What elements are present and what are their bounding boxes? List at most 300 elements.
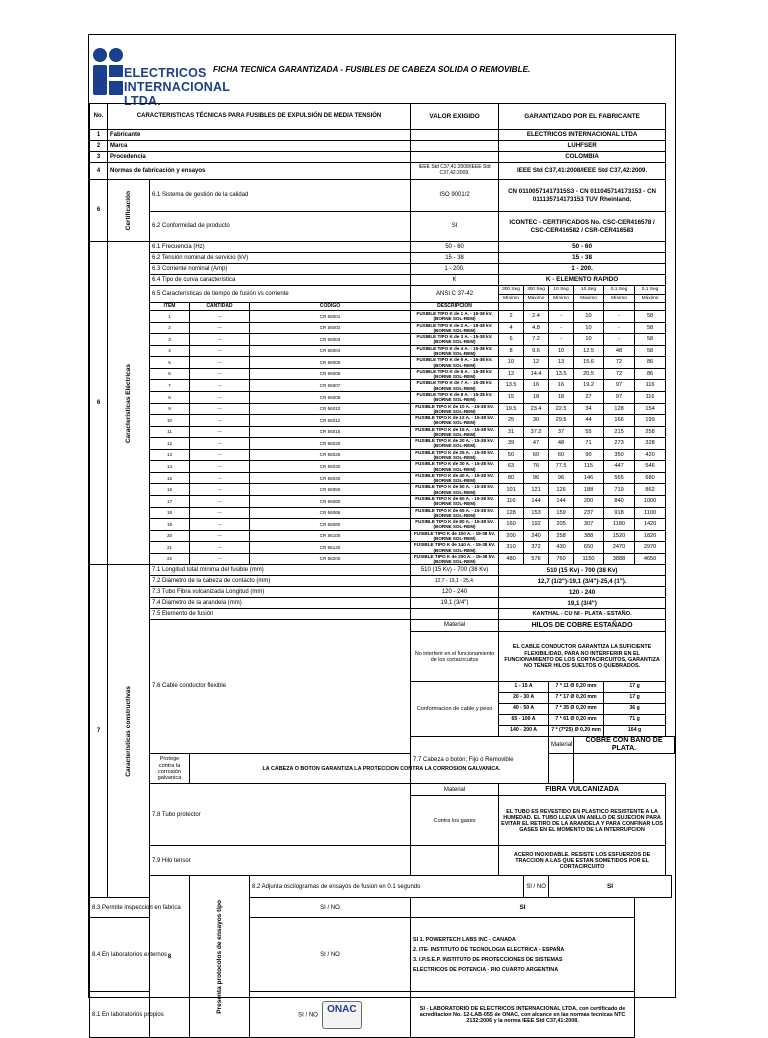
- required-value: IEEE Std C37,41:2008/IEEE Std C37,42:2009.: [411, 163, 499, 180]
- row-number: 1: [90, 130, 108, 141]
- fuse-cell: 5: [150, 357, 190, 369]
- fuse-cell: ---: [190, 461, 250, 473]
- cable-strands: 7 * 17 Ø 0,20 mm: [549, 693, 604, 704]
- curve-label: 6.5 Características de tiempo de fusión vs corriente: [150, 286, 411, 303]
- material-value: FIBRA VULCANIZADA: [499, 784, 666, 796]
- guaranteed-value: CN 01100571417315S3 - CN 011045714173153 - CN 011135714173153 TUV Rheinland.: [499, 180, 666, 212]
- fuse-row: [90, 542, 675, 554]
- required-value: 19,1 (3/4"): [411, 598, 499, 609]
- fuse-cell: 480: [499, 553, 524, 565]
- row-number: 3: [90, 152, 108, 163]
- fuse-cell: 310: [499, 542, 524, 554]
- curve-limit-header: Mínimo: [549, 295, 574, 303]
- fuse-cell: 126: [549, 484, 574, 496]
- empty-cell: [549, 303, 574, 311]
- code-header: CODIGO: [250, 303, 411, 311]
- section-number: 7: [90, 565, 108, 898]
- row-label: 7.2 Diámetro de la cabeza de contacto (mm): [150, 576, 411, 587]
- fuse-row: [90, 322, 675, 334]
- electrical-row: [90, 264, 675, 275]
- fuse-cell: 4650: [635, 553, 666, 565]
- fuse-cell: 1150: [574, 553, 604, 565]
- fuse-cell: 576: [524, 553, 549, 565]
- fuse-cell: ---: [190, 507, 250, 519]
- cable-range: 40 - 50 A: [499, 704, 549, 715]
- onac-seal-icon: [322, 1001, 362, 1029]
- fuse-cell: CR 56050: [250, 484, 411, 496]
- guaranteed-value: SI: [411, 898, 635, 918]
- fuse-cell: 2470: [604, 542, 635, 554]
- fuse-cell: 27: [574, 391, 604, 403]
- wire-guarantee: ACERO INOXIDABLE. RESISTE LOS ESFUERZOS DE TRACCION A LAS QUE ESTAN SOMETIDOS POR EL CORTACIRCUITO: [499, 846, 666, 876]
- fuse-cell: 159: [549, 507, 574, 519]
- row-label: 6.1 Frecuencia (Hz): [150, 242, 411, 253]
- fuse-cell: 14: [150, 461, 190, 473]
- guaranteed-value: K - ELEMENTO RAPIDO: [499, 275, 666, 286]
- cable-strands: 7 * 11 Ø 0,20 mm: [549, 682, 604, 693]
- required-value: ISO 9001/2: [411, 180, 499, 212]
- required-value: [411, 130, 499, 141]
- guaranteed-value: SI: [549, 876, 672, 898]
- fuse-cell: -: [549, 334, 574, 346]
- fuse-cell: 13: [150, 449, 190, 461]
- fuse-cell: 15: [150, 472, 190, 484]
- material-value: COBRE CON BAÑO DE PLATA.: [574, 737, 675, 754]
- fuse-cell: 7: [150, 380, 190, 392]
- fuse-cell: CR 56001: [250, 311, 411, 323]
- fuse-cell: CR 56100: [250, 530, 411, 542]
- fuse-cell: -: [549, 322, 574, 334]
- fuse-cell: ---: [190, 426, 250, 438]
- fuse-description: FUSIBLE TIPO K de 65 A. - 15-38 kV. (BORNE SOL-REM): [411, 507, 499, 519]
- fuse-cell: 258: [635, 426, 666, 438]
- constructive-row: [90, 598, 675, 609]
- required-value: SI / NO: [524, 876, 549, 898]
- external-labs-row: [90, 918, 675, 992]
- fuse-cell: 760: [549, 553, 574, 565]
- cable-strands: 7 * 61 Ø 0,20 mm: [549, 715, 604, 726]
- fuse-cell: -: [604, 322, 635, 334]
- lab-line: SI 1. POWERTECH LABS INC - CANADA: [413, 936, 516, 943]
- fuse-row: [90, 553, 675, 565]
- fuse-cell: 192: [524, 519, 549, 531]
- fuse-cell: 2970: [635, 542, 666, 554]
- fuse-cell: 20: [150, 530, 190, 542]
- fuse-cell: 8: [499, 345, 524, 357]
- fuse-row: [90, 403, 675, 415]
- fuse-cell: 200: [574, 496, 604, 508]
- cable-weight: 17 g: [604, 693, 666, 704]
- fuse-cell: ---: [190, 345, 250, 357]
- test-row: [90, 898, 675, 918]
- tube-material-row: [90, 784, 675, 796]
- cable-range: 140 - 200 A: [499, 726, 549, 737]
- fuse-cell: ---: [190, 530, 250, 542]
- fuse-cell: 128: [499, 507, 524, 519]
- spec-table-body: [90, 104, 675, 1038]
- guaranteed-value: 12,7 (1/2")-19,1 (3/4")-25,4 (1").: [499, 576, 666, 587]
- lab-line: ELECTRICOS DE POTENCIA - RIO CUARTO ARGENTINA: [413, 967, 559, 974]
- certification-row: [90, 212, 675, 242]
- fuse-cell: 116: [499, 496, 524, 508]
- fuse-cell: 650: [574, 542, 604, 554]
- certification-row: [90, 180, 675, 212]
- fuse-cell: 58: [635, 334, 666, 346]
- fuse-cell: 96: [524, 472, 549, 484]
- fuse-row: [90, 357, 675, 369]
- fuse-cell: CR 56002: [250, 322, 411, 334]
- constructive-row: [90, 576, 675, 587]
- fuse-cell: 97: [604, 380, 635, 392]
- basic-row: [90, 152, 675, 163]
- fuse-cell: 48: [549, 438, 574, 450]
- fuse-cell: 11: [150, 426, 190, 438]
- fuse-cell: 50: [499, 449, 524, 461]
- guaranteed-value: 50 - 60: [499, 242, 666, 253]
- fuse-cell: 350: [604, 449, 635, 461]
- own-lab-required: [252, 1001, 408, 1029]
- fuse-cell: 200: [499, 530, 524, 542]
- fuse-cell: 10: [150, 415, 190, 427]
- fuse-cell: CR 56010: [250, 403, 411, 415]
- fuse-cell: CR 56080: [250, 519, 411, 531]
- fuse-cell: 1100: [635, 507, 666, 519]
- curve-time-header: 300 Seg: [524, 286, 549, 295]
- curve-limit-header: Máximo: [635, 295, 666, 303]
- curve-time-header: 0,1 Seg: [635, 286, 666, 295]
- fuse-cell: 8: [150, 391, 190, 403]
- fuse-cell: 97: [604, 391, 635, 403]
- fuse-row: [90, 507, 675, 519]
- required-value: 1 - 200.: [411, 264, 499, 275]
- fuse-cell: 199: [635, 415, 666, 427]
- test-row: [90, 876, 675, 898]
- fuse-cell: 205: [549, 519, 574, 531]
- fuse-row: [90, 472, 675, 484]
- fuse-cell: 240: [524, 530, 549, 542]
- fuse-cell: ---: [190, 542, 250, 554]
- row-label: Procedencia: [108, 152, 411, 163]
- col-feature-header: CARACTERISTICAS TÉCNICAS PARA FUSIBLES DE EXPULSIÓN DE MEDIA TENSIÓN: [108, 104, 411, 130]
- fuse-cell: 22: [150, 553, 190, 565]
- required-value: [411, 152, 499, 163]
- fuse-cell: 63: [499, 461, 524, 473]
- fuse-cell: 47: [524, 438, 549, 450]
- fuse-row: [90, 368, 675, 380]
- fuse-cell: 60: [549, 449, 574, 461]
- fuse-cell: 10: [574, 311, 604, 323]
- cable-strands: 7 * (7*25) Ø 0,20 mm: [549, 726, 604, 737]
- row-label: Marca: [108, 141, 411, 152]
- fuse-cell: 20.5: [574, 368, 604, 380]
- document-title: FICHA TECNICA GARANTIZADA - FUSIBLES DE CABEZA SOLIDA O REMOVIBLE.: [213, 65, 531, 74]
- fuse-cell: 21: [150, 542, 190, 554]
- fuse-cell: 1420: [635, 519, 666, 531]
- head-guarantee: LA CABEZA O BOTON GARANTIZA LA PROTECCION CONTRA LA CORROSION GALVANICA.: [190, 754, 574, 784]
- fuse-row: [90, 345, 675, 357]
- fuse-cell: 29.5: [549, 415, 574, 427]
- fuse-cell: ---: [190, 519, 250, 531]
- fuse-header-row: [90, 303, 675, 311]
- brand-line1: ELECTRICOS: [124, 66, 207, 80]
- onac-badge-text: ONAC: [327, 1003, 357, 1015]
- fuse-cell: 4: [150, 345, 190, 357]
- fuse-description: FUSIBLE TIPO K de 2 A. - 15-38 kV. (BORNE SOL-REM): [411, 322, 499, 334]
- fuse-cell: 72: [604, 368, 635, 380]
- head-requirement: Protege contra la corrosión galvanica: [150, 754, 190, 784]
- fuse-cell: 12: [524, 357, 549, 369]
- fuse-cell: 9: [150, 403, 190, 415]
- fuse-cell: 101: [499, 484, 524, 496]
- fuse-description: FUSIBLE TIPO K de 25 A. - 15-38 kV. (BORNE SOL-REM): [411, 449, 499, 461]
- qty-header: CANTIDAD: [190, 303, 250, 311]
- wire-row: [90, 846, 675, 876]
- required-value: 15 - 38: [411, 253, 499, 264]
- fuse-cell: CR 56020: [250, 438, 411, 450]
- row-label: 6.2 Conformidad de producto: [150, 212, 411, 242]
- cable-weight: 71 g: [604, 715, 666, 726]
- fuse-cell: 1820: [635, 530, 666, 542]
- fuse-description: FUSIBLE TIPO K de 10 A. - 15-38 kV. (BORNE SOL-REM): [411, 403, 499, 415]
- cable-range: 20 - 30 A: [499, 693, 549, 704]
- fuse-description: FUSIBLE TIPO K de 20 A. - 15-38 kV. (BORNE SOL-REM): [411, 438, 499, 450]
- fuse-cell: 680: [635, 472, 666, 484]
- fuse-cell: 1000: [635, 496, 666, 508]
- fuse-cell: 862: [635, 484, 666, 496]
- fuse-cell: 37: [549, 426, 574, 438]
- fuse-cell: 2: [150, 322, 190, 334]
- row-label: 6.4 Tipo de curva característica: [150, 275, 411, 286]
- fuse-description: FUSIBLE TIPO K de 80 A. - 15-38 kV. (BORNE SOL-REM): [411, 519, 499, 531]
- desc-header: DESCRIPCION: [411, 303, 499, 311]
- curve-limit-header: Mínimo: [604, 295, 635, 303]
- curve-row-times: [90, 286, 675, 295]
- fuse-description: FUSIBLE TIPO K de 6 A. - 15-38 kV. (BORNE SOL-REM): [411, 368, 499, 380]
- fuse-description: FUSIBLE TIPO K de 15 A. - 15-38 kV. (BORNE SOL-REM): [411, 426, 499, 438]
- fuse-cell: -: [604, 334, 635, 346]
- fuse-description: FUSIBLE TIPO K de 60 A. - 15-38 kV. (BORNE SOL-REM): [411, 496, 499, 508]
- fuse-cell: 719: [604, 484, 635, 496]
- required-value: SI / NO: [298, 1012, 318, 1019]
- empty-cell: [574, 303, 604, 311]
- fuse-cell: 10: [549, 345, 574, 357]
- fuse-cell: CR 56040: [250, 472, 411, 484]
- col-no-header: No.: [90, 104, 108, 130]
- fuse-cell: 4.8: [524, 322, 549, 334]
- fuse-cell: ---: [190, 357, 250, 369]
- section-group: [190, 876, 250, 1038]
- fuse-cell: 1520: [604, 530, 635, 542]
- fuse-cell: CR 56065: [250, 507, 411, 519]
- material-label: Material: [411, 620, 499, 632]
- constructive-row: [90, 565, 675, 576]
- curve-time-header: 10 Seg: [574, 286, 604, 295]
- fuse-cell: ---: [190, 449, 250, 461]
- fuse-cell: 116: [635, 391, 666, 403]
- fuse-cell: 188: [574, 484, 604, 496]
- row-label: 8.2 Adjunta oscilogramas de ensayos de fusion en 0.1 segundo: [250, 876, 524, 898]
- basic-row: [90, 141, 675, 152]
- fuse-cell: 154: [635, 403, 666, 415]
- fuse-cell: 19.2: [574, 380, 604, 392]
- head-requirement-row: [90, 754, 675, 784]
- row-label: 8.1 En laboratorios propios: [90, 992, 190, 1038]
- fuse-cell: CR 56007: [250, 380, 411, 392]
- cable-label: 7.6 Cable conductor flexible: [150, 620, 411, 754]
- fuse-cell: 16: [549, 380, 574, 392]
- fuse-cell: ---: [190, 380, 250, 392]
- tube-guarantee: EL TUBO ES REVESTIDO EN PLASTICO RESISTENTE A LA HUMEDAD. EL TUBO LLEVA UN ANILLO DE SUJECION PARA EVITAR EL RETIRO DE LA ARANDELA Y PARA CONFINAR LOS GASES EN EL MOMENTO DE LA INTERRUPCION: [499, 796, 666, 846]
- external-labs-list: [413, 937, 632, 974]
- fuse-row: [90, 415, 675, 427]
- fuse-cell: 55: [574, 426, 604, 438]
- cable-range: 1 - 15 A: [499, 682, 549, 693]
- fuse-description: FUSIBLE TIPO K de 30 A. - 15-38 kV. (BORNE SOL-REM): [411, 461, 499, 473]
- row-label: 7.1 Longitud total mínima del fusible (mm): [150, 565, 411, 576]
- fuse-cell: 146: [574, 472, 604, 484]
- fuse-cell: 565: [604, 472, 635, 484]
- fuse-cell: 13.5: [549, 368, 574, 380]
- fuse-description: FUSIBLE TIPO K de 40 A. - 15-38 kV. (BORNE SOL-REM): [411, 472, 499, 484]
- fuse-cell: CR 56015: [250, 426, 411, 438]
- fuse-cell: 6: [150, 368, 190, 380]
- material-value: HILOS DE COBRE ESTAÑADO: [499, 620, 666, 632]
- fuse-cell: 372: [524, 542, 549, 554]
- section-group: [108, 565, 150, 898]
- tube-label: 7.8 Tubo protector: [150, 784, 411, 846]
- fuse-cell: 237: [574, 507, 604, 519]
- cable-weight: 164 g: [604, 726, 666, 737]
- empty-cell: [635, 303, 666, 311]
- tube-requirement: Contra los gases: [411, 796, 499, 846]
- fuse-cell: 144: [549, 496, 574, 508]
- fuse-cell: ---: [190, 391, 250, 403]
- fuse-cell: 258: [549, 530, 574, 542]
- cable-range: 65 - 100 A: [499, 715, 549, 726]
- fuse-cell: 447: [604, 461, 635, 473]
- fuse-cell: 19.5: [499, 403, 524, 415]
- curve-limit-header: Máximo: [574, 295, 604, 303]
- fuse-description: FUSIBLE TIPO K de 200 A. - 15-38 kV. (BORNE SOL-REM): [411, 553, 499, 565]
- basic-row: [90, 163, 675, 180]
- wire-label: 7.9 Hilo tensor: [150, 846, 411, 876]
- constructive-row: [90, 587, 675, 598]
- fuse-cell: 1: [150, 311, 190, 323]
- fuse-cell: ---: [190, 484, 250, 496]
- required-value: 120 - 240: [411, 587, 499, 598]
- row-label: 8.3 Permite inspeccion en fabrica: [90, 898, 190, 918]
- fuse-cell: 328: [635, 438, 666, 450]
- fuse-cell: 9.6: [524, 345, 549, 357]
- fuse-cell: 128: [604, 403, 635, 415]
- fuse-cell: 25: [499, 415, 524, 427]
- fuse-cell: ---: [190, 496, 250, 508]
- fuse-cell: 116: [635, 380, 666, 392]
- fuse-cell: 144: [524, 496, 549, 508]
- col-required-header: VALOR EXIGIDO: [411, 104, 499, 130]
- fuse-cell: 546: [635, 461, 666, 473]
- fuse-cell: 3: [150, 334, 190, 346]
- brand-line2: INTERNACIONAL LTDA.: [124, 80, 230, 108]
- fuse-description: FUSIBLE TIPO K de 140 A. - 15-38 kV. (BORNE SOL-REM): [411, 542, 499, 554]
- external-labs-cell: [411, 918, 635, 992]
- fuse-cell: 60: [524, 449, 549, 461]
- fuse-cell: 48: [604, 345, 635, 357]
- guaranteed-value: LUHFSER: [499, 141, 666, 152]
- guaranteed-value: KANTHAL - CU NI - PLATA - ESTAÑO.: [499, 609, 666, 620]
- fuse-cell: 76: [524, 461, 549, 473]
- fuse-row: [90, 334, 675, 346]
- cable-material-row: [90, 620, 675, 632]
- fuse-cell: 7.2: [524, 334, 549, 346]
- required-value: 510 (15 Kv) - 700 (38 Kv): [411, 565, 499, 576]
- fuse-cell: 12.5: [574, 345, 604, 357]
- guaranteed-value: ELECTRICOS INTERNACIONAL LTDA: [499, 130, 666, 141]
- own-lab-row: [90, 992, 675, 1038]
- fuse-cell: 58: [635, 311, 666, 323]
- row-number: 2: [90, 141, 108, 152]
- fuse-description: FUSIBLE TIPO K de 7 A. - 15-38 kV. (BORNE SOL-REM): [411, 380, 499, 392]
- fuse-row: [90, 391, 675, 403]
- fuse-cell: 121: [524, 484, 549, 496]
- row-label: 7.4 Diámetro de la arandela (mm): [150, 598, 411, 609]
- fuse-cell: CR 56003: [250, 334, 411, 346]
- fuse-cell: ---: [190, 553, 250, 565]
- guaranteed-value: 1 - 200.: [499, 264, 666, 275]
- own-lab-guarantee: SI - LABORATORIO DE ELECTRICOS INTERNACIONAL LTDA, con certificado de acreditacion No. 12-LAB-055 de ONAC, con alcance en las normas tecnicas NTC 2132:2006 y la norma IEEE Std C37,41:2008.: [411, 992, 635, 1038]
- spec-sheet: [88, 34, 676, 1025]
- fuse-cell: 388: [574, 530, 604, 542]
- head-label: 7.7 Cabeza o botón; Fijo ó Removible: [411, 737, 549, 784]
- fuse-cell: 215: [604, 426, 635, 438]
- spec-table: [89, 103, 675, 1038]
- fuse-cell: 96: [549, 472, 574, 484]
- fuse-cell: 6: [499, 334, 524, 346]
- fuse-description: FUSIBLE TIPO K de 50 A. - 15-38 kV. (BORNE SOL-REM): [411, 484, 499, 496]
- fuse-cell: 16: [524, 380, 549, 392]
- fuse-row: [90, 311, 675, 323]
- row-label: 8.4 En laboratorios externos: [90, 918, 190, 992]
- fuse-cell: 71: [574, 438, 604, 450]
- fuse-row: [90, 438, 675, 450]
- section-number: 6: [90, 242, 108, 565]
- fuse-row: [90, 519, 675, 531]
- fuse-cell: 13.5: [499, 380, 524, 392]
- fuse-description: FUSIBLE TIPO K de 8 A. - 15-38 kV. (BORNE SOL-REM): [411, 391, 499, 403]
- fuse-cell: 273: [604, 438, 635, 450]
- required-cell: [250, 992, 411, 1038]
- fuse-cell: ---: [190, 322, 250, 334]
- fuse-cell: 153: [524, 507, 549, 519]
- empty-cell: [524, 303, 549, 311]
- fuse-row: [90, 530, 675, 542]
- cable-guarantee: EL CABLE CONDUCTOR GARANTIZA LA SUFICIENTE FLEXIBILIDAD, PARA NO INTERFERIR EN EL FUNCIONAMIENTO DE LOS CORTACIRCUITOS, GARANTIZA NO TENER HILOS SUELTOS O QUEBRADOS.: [499, 632, 666, 682]
- required-value: SI: [411, 212, 499, 242]
- required-value: SI / NO: [250, 898, 411, 918]
- fuse-cell: 16: [150, 484, 190, 496]
- fuse-cell: 86: [635, 357, 666, 369]
- fuse-cell: CR 56012: [250, 415, 411, 427]
- fuse-cell: 12: [150, 438, 190, 450]
- basic-row: [90, 130, 675, 141]
- row-label: 6.2 Tensión nominal de servicio (kV): [150, 253, 411, 264]
- constructive-row: [90, 609, 675, 620]
- guaranteed-value: ICONTEC - CERTIFICADOS No. CSC-CER416578 / CSC-CER416582 / CSR-CER416583: [499, 212, 666, 242]
- fuse-cell: CR 56200: [250, 553, 411, 565]
- fuse-description: FUSIBLE TIPO K de 12 A. - 15-38 kV. (BORNE SOL-REM): [411, 415, 499, 427]
- col-guaranteed-header: GARANTIZADO POR EL FABRICANTE: [499, 104, 666, 130]
- empty-cell: [499, 303, 524, 311]
